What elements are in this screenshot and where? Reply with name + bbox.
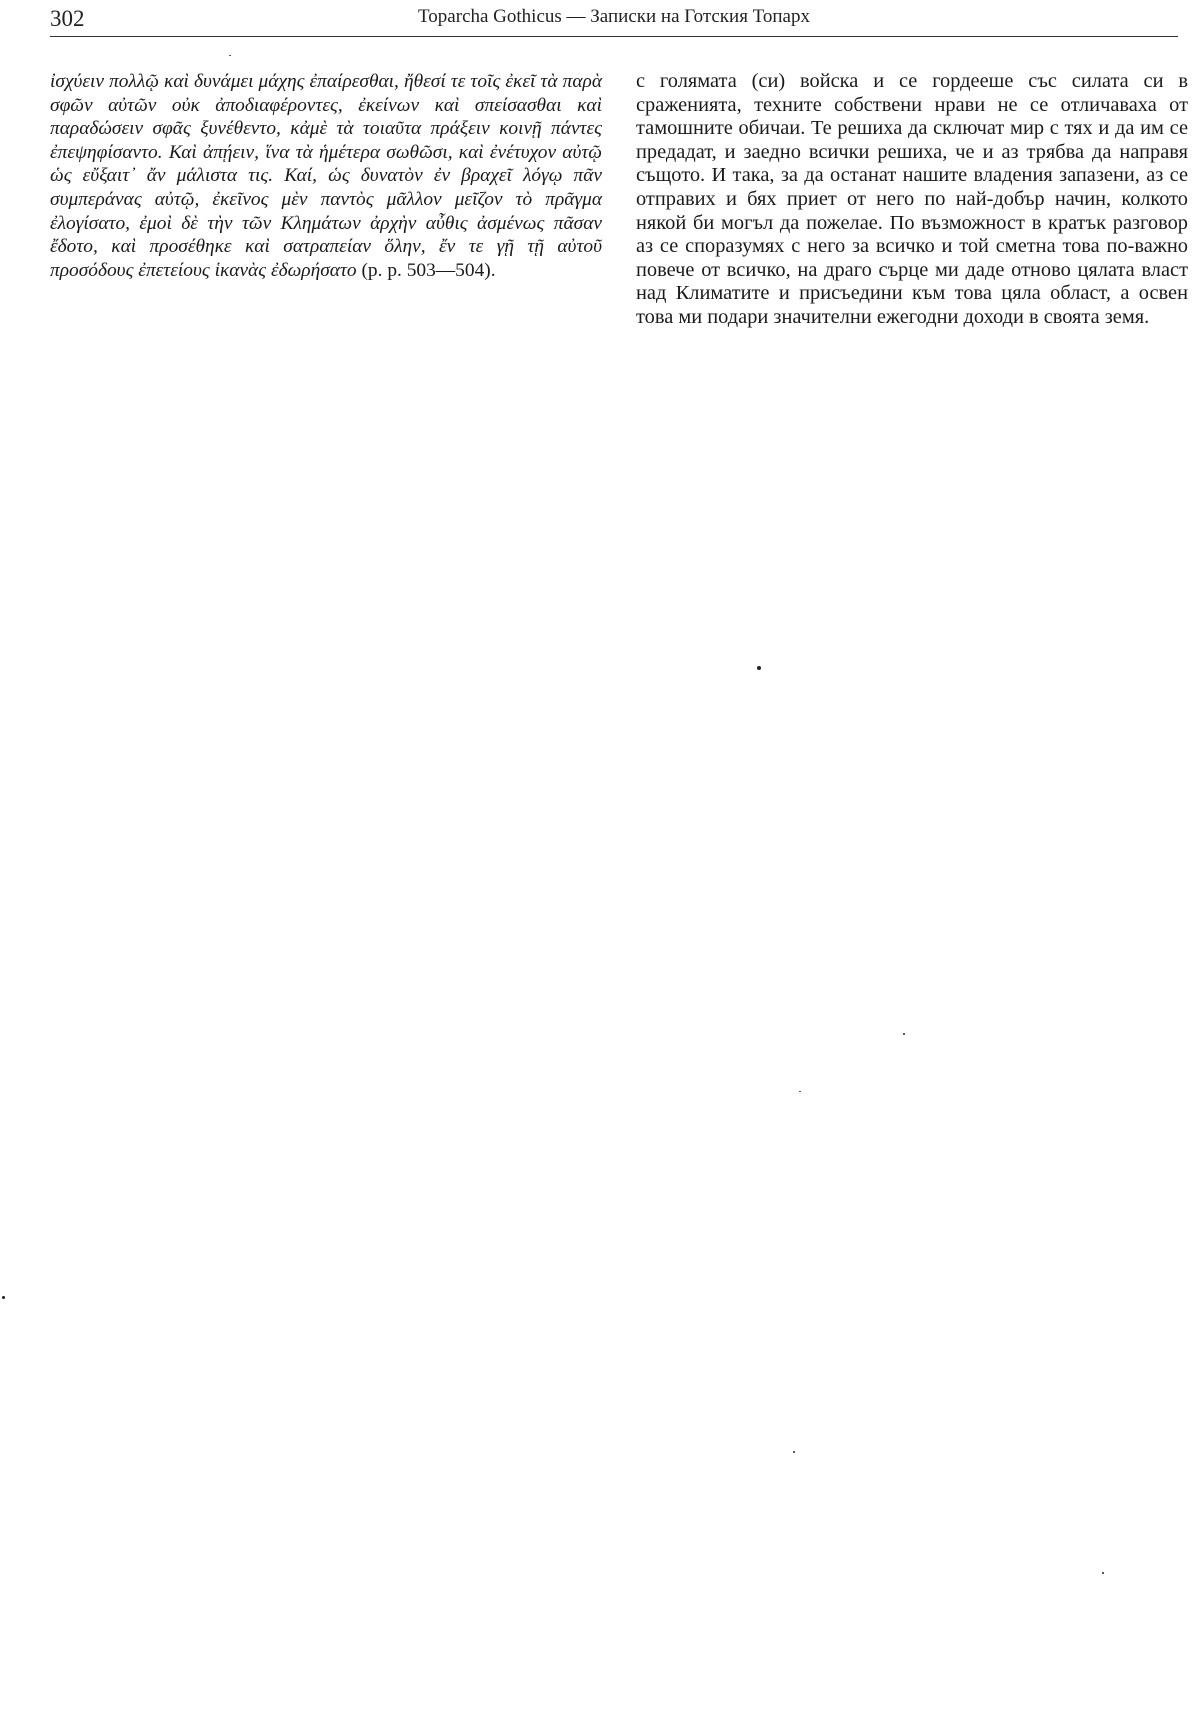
scan-speck <box>2 1296 5 1299</box>
scan-speck <box>229 55 231 56</box>
bulgarian-translation-column <box>636 70 1188 330</box>
scan-speck <box>1102 1572 1104 1574</box>
greek-text-column <box>50 70 602 282</box>
scan-speck <box>903 1033 905 1035</box>
header-rule <box>50 36 1178 37</box>
scan-speck <box>799 1091 801 1092</box>
scan-speck <box>793 1451 795 1453</box>
page-header <box>50 4 1178 36</box>
page-citation: (p. p. 503—504). <box>361 259 496 281</box>
bulgarian-paragraph: с голямата (си) войска и се гордееше със силата си в сраженията, техните собствени нрави не се отличаваха от тамошните обичаи. Те решиха да сключат мир с тях и да им се предадат, и заедно всички решиха, че и аз трябва да направя същото. И така, за да останат нашите владения запазени, аз се отправих и бях приет от него по най-добър начин, колкото някой би могъл да пожелае. По възможност в кратък разговор аз се споразумях с него за всичко и той сметна това по-важно повече от всичко, на драго сърце ми даде отново цялата власт над Климатите и присъедини към това цяла област, а освен това ми подари значителни ежегодни доходи в своята земя. <box>636 70 1188 328</box>
running-head: Toparcha Gothicus — Записки на Готския Топарх <box>418 6 810 27</box>
greek-paragraph: ἰσχύειν πολλῷ καὶ δυνάμει μάχης ἐπαίρεσθαι, ἤθεσί τε τοῖς ἐκεῖ τὰ παρὰ σφῶν αὐτῶν οὐκ ἀποδιαφέροντες, ἐκείνων καὶ σπείσασθαι καὶ παραδώσειν σφᾶς ξυνέθεντο, κἀμὲ τὰ τοιαῦτα πράξειν κοινῇ πάντες ἐπεψηφίσαντο. Καὶ ἀπῄειν, ἵνα τὰ ἡμέτερα σωθῶσι, καὶ ἐνέτυχον αὐτῷ ὡς εὔξαιτ᾽ ἄν μάλιστα τις. Καί, ὡς δυνατὸν ἐν βραχεῖ λόγῳ πᾶν συμπεράνας αὐτῷ, ἐκεῖνος μὲν παντὸς μᾶλλον μεῖζον τὸ πρᾶγμα ἐλογίσατο, ἐμοὶ δὲ τὴν τῶν Κλημάτων ἀρχὴν αὖθις ἀσμένως πᾶσαν ἔδοτο, καὶ προσέθηκε καὶ σατραπείαν ὅλην, ἔν τε γῇ τῇ αὐτοῦ προσόδους ἐπετείους ἱκανὰς ἐδωρήσατο <box>50 71 602 281</box>
scan-speck <box>757 666 761 670</box>
page-number: 302 <box>50 6 85 31</box>
